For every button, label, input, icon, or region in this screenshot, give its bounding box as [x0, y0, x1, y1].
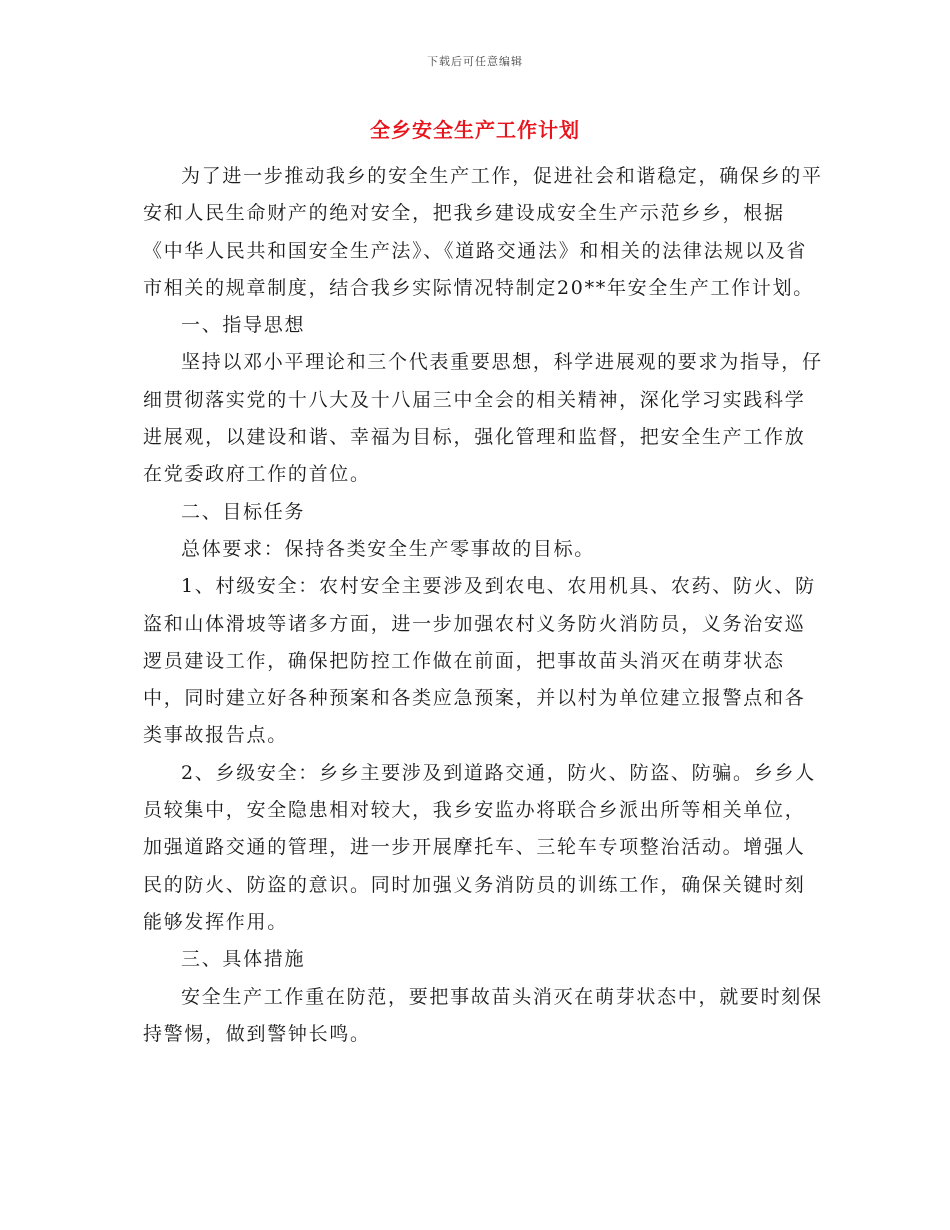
measures-paragraph: 安全生产工作重在防范，要把事故苗头消灭在萌芽状态中，就要时刻保持警惕，做到警钟长鸣。 [143, 985, 823, 1045]
section-heading-guiding-ideology: 一、指导思想 [181, 314, 306, 337]
guiding-ideology-paragraph: 坚持以邓小平理论和三个代表重要思想，科学进展观的要求为指导，仔细贯彻落实党的十八大及十八届三中全会的相关精神，深化学习实践科学进展观，以建设和谐、幸福为目标，强化管理和监督，把安全生产工作放在党委政府工作的首位。 [143, 351, 823, 486]
document-body [143, 158, 823, 1053]
overall-requirement-paragraph: 总体要求：保持各类安全生产零事故的目标。 [181, 537, 596, 560]
section-heading-measures: 三、具体措施 [181, 948, 306, 971]
document-title: 全乡安全生产工作计划 [370, 118, 580, 142]
intro-paragraph: 为了进一步推动我乡的安全生产工作，促进社会和谐稳定，确保乡的平安和人民生命财产的绝对安全，把我乡建设成安全生产示范乡乡，根据《中华人民共和国安全生产法》、《道路交通法》和相关的法律法规以及省市相关的规章制度，结合我乡实际情况特制定20**年安全生产工作计划。 [143, 165, 823, 299]
page-header-note: 下载后可任意编辑 [427, 55, 523, 68]
section-heading-goals: 二、目标任务 [181, 500, 306, 523]
township-safety-paragraph: 2、乡级安全：乡乡主要涉及到道路交通，防火、防盗、防骗。乡乡人员较集中，安全隐患相对较大，我乡安监办将联合乡派出所等相关单位，加强道路交通的管理，进一步开展摩托车、三轮车专项整治活动。增强人民的防火、防盗的意识。同时加强义务消防员的训练工作，确保关键时刻能够发挥作用。 [143, 761, 816, 933]
village-safety-paragraph: 1、村级安全：农村安全主要涉及到农电、农用机具、农药、防火、防盗和山体滑坡等诸多方面，进一步加强农村义务防火消防员，义务治安巡逻员建设工作，确保把防控工作做在前面，把事故苗头消灭在萌芽状态中，同时建立好各种预案和各类应急预案，并以村为单位建立报警点和各类事故报告点。 [143, 575, 816, 747]
